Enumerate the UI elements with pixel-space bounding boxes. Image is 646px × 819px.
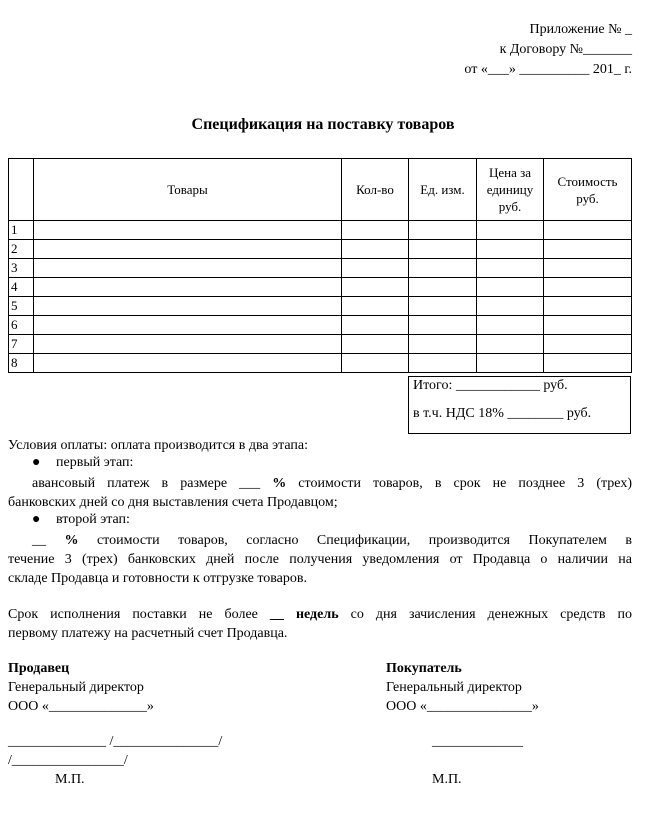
column-header-cost-label: Стоимость руб.: [557, 173, 618, 206]
table-cell: [544, 335, 632, 354]
table-cell: [544, 354, 632, 373]
delivery-text-pre: Срок исполнения поставки не более: [8, 607, 270, 622]
seller-position: Генеральный директор: [8, 680, 144, 695]
table-cell: [477, 259, 544, 278]
delivery-line1: [8, 605, 632, 624]
table-cell: [34, 297, 342, 316]
stage1-line1: [32, 474, 632, 493]
column-header-unit-price: [477, 159, 544, 221]
table-row: [9, 297, 632, 316]
buyer-label: Покупатель: [386, 661, 462, 676]
table-cell: [409, 278, 477, 297]
table-cell: [544, 221, 632, 240]
row-number: 4: [9, 278, 34, 297]
table-header-row: [9, 159, 632, 221]
contract-number: к Договору №_______: [499, 42, 632, 57]
bullet-icon: ●: [32, 455, 41, 470]
table-cell: [34, 221, 342, 240]
payment-intro: Условия оплаты: оплата производится в два этапа:: [8, 438, 309, 453]
totals-box: [408, 376, 631, 434]
table-row: [9, 259, 632, 278]
table-cell: [34, 240, 342, 259]
stage2-line2: течение 3 (трех) банковских дней после получения уведомления от Продавца о наличии на: [8, 552, 632, 567]
table-cell: [544, 278, 632, 297]
page-title: Спецификация на поставку товаров: [191, 116, 455, 133]
table-cell: [477, 335, 544, 354]
delivery-line2: первому платежу на расчетный счет Продавца.: [8, 626, 288, 641]
stage1-label: первый этап:: [56, 455, 134, 470]
table-cell: [477, 278, 544, 297]
vat-line: в т.ч. НДС 18% ________ руб.: [413, 406, 592, 421]
table-cell: [34, 278, 342, 297]
table-cell: [477, 297, 544, 316]
table-cell: [342, 221, 409, 240]
column-header-number: [9, 159, 34, 221]
row-number: 7: [9, 335, 34, 354]
stage2-text-post: стоимости товаров, согласно Спецификации, производится Покупателем в: [78, 533, 632, 548]
buyer-company: ООО «_______________»: [386, 699, 539, 714]
table-cell: [544, 297, 632, 316]
row-number: 5: [9, 297, 34, 316]
row-number: 3: [9, 259, 34, 278]
table-row: [9, 316, 632, 335]
table-cell: [477, 240, 544, 259]
buyer-signature-line: _____________: [432, 734, 523, 749]
bullet-icon: ●: [32, 512, 41, 527]
stage2-text-pre: __: [32, 533, 65, 548]
table-cell: [477, 354, 544, 373]
delivery-weeks: __ недель: [269, 607, 339, 622]
stage1-text-pre: авансовый платеж в размере ___: [32, 476, 273, 491]
column-header-quantity: Кол-во: [342, 159, 409, 221]
table-cell: [409, 316, 477, 335]
table-cell: [342, 335, 409, 354]
seller-stamp: М.П.: [55, 772, 85, 787]
table-cell: [409, 354, 477, 373]
table-cell: [409, 259, 477, 278]
table-cell: [34, 354, 342, 373]
table-cell: [409, 297, 477, 316]
row-number: 1: [9, 221, 34, 240]
table-row: [9, 240, 632, 259]
contract-date: от «___» __________ 201_ г.: [464, 62, 632, 77]
table-cell: [342, 297, 409, 316]
buyer-position: Генеральный директор: [386, 680, 522, 695]
table-row: [9, 335, 632, 354]
table-cell: [34, 259, 342, 278]
table-row: [9, 221, 632, 240]
buyer-stamp: М.П.: [432, 772, 462, 787]
table-cell: [342, 259, 409, 278]
table-cell: [342, 316, 409, 335]
seller-signature-line: ______________ /_______________/: [8, 734, 223, 749]
row-number: 6: [9, 316, 34, 335]
table-cell: [477, 221, 544, 240]
table-cell: [544, 316, 632, 335]
table-cell: [34, 316, 342, 335]
table-cell: [342, 354, 409, 373]
stage2-line1: [32, 531, 632, 550]
total-line: Итого: ____________ руб.: [413, 378, 568, 393]
stage2-line3: складе Продавца и готовности к отгрузке товаров.: [8, 571, 307, 586]
seller-company: ООО «______________»: [8, 699, 154, 714]
table-cell: [409, 335, 477, 354]
table-row: [9, 354, 632, 373]
stage2-percent: %: [64, 533, 79, 548]
row-number: 8: [9, 354, 34, 373]
table-cell: [342, 240, 409, 259]
column-header-unit-price-label: Цена за единицу руб.: [486, 165, 534, 214]
table-cell: [342, 278, 409, 297]
appendix-number: Приложение № _: [529, 22, 632, 37]
table-row: [9, 278, 632, 297]
seller-label: Продавец: [8, 661, 70, 676]
table-cell: [409, 240, 477, 259]
column-header-unit: Ед. изм.: [409, 159, 477, 221]
specification-table: [8, 158, 632, 373]
column-header-goods: Товары: [34, 159, 342, 221]
table-cell: [544, 259, 632, 278]
table-cell: [34, 335, 342, 354]
stage1-text-post: стоимости товаров, в срок не позднее 3 (трех): [286, 476, 632, 491]
table-cell: [544, 240, 632, 259]
delivery-text-post: со дня зачисления денежных средств по: [338, 607, 632, 622]
stage1-line2: банковских дней со дня выставления счета Продавцом;: [8, 495, 338, 510]
table-cell: [409, 221, 477, 240]
seller-signature-line2: /________________/: [8, 753, 128, 768]
table-cell: [477, 316, 544, 335]
stage1-percent: %: [272, 476, 287, 491]
row-number: 2: [9, 240, 34, 259]
stage2-label: второй этап:: [56, 512, 130, 527]
column-header-cost: [544, 159, 632, 221]
